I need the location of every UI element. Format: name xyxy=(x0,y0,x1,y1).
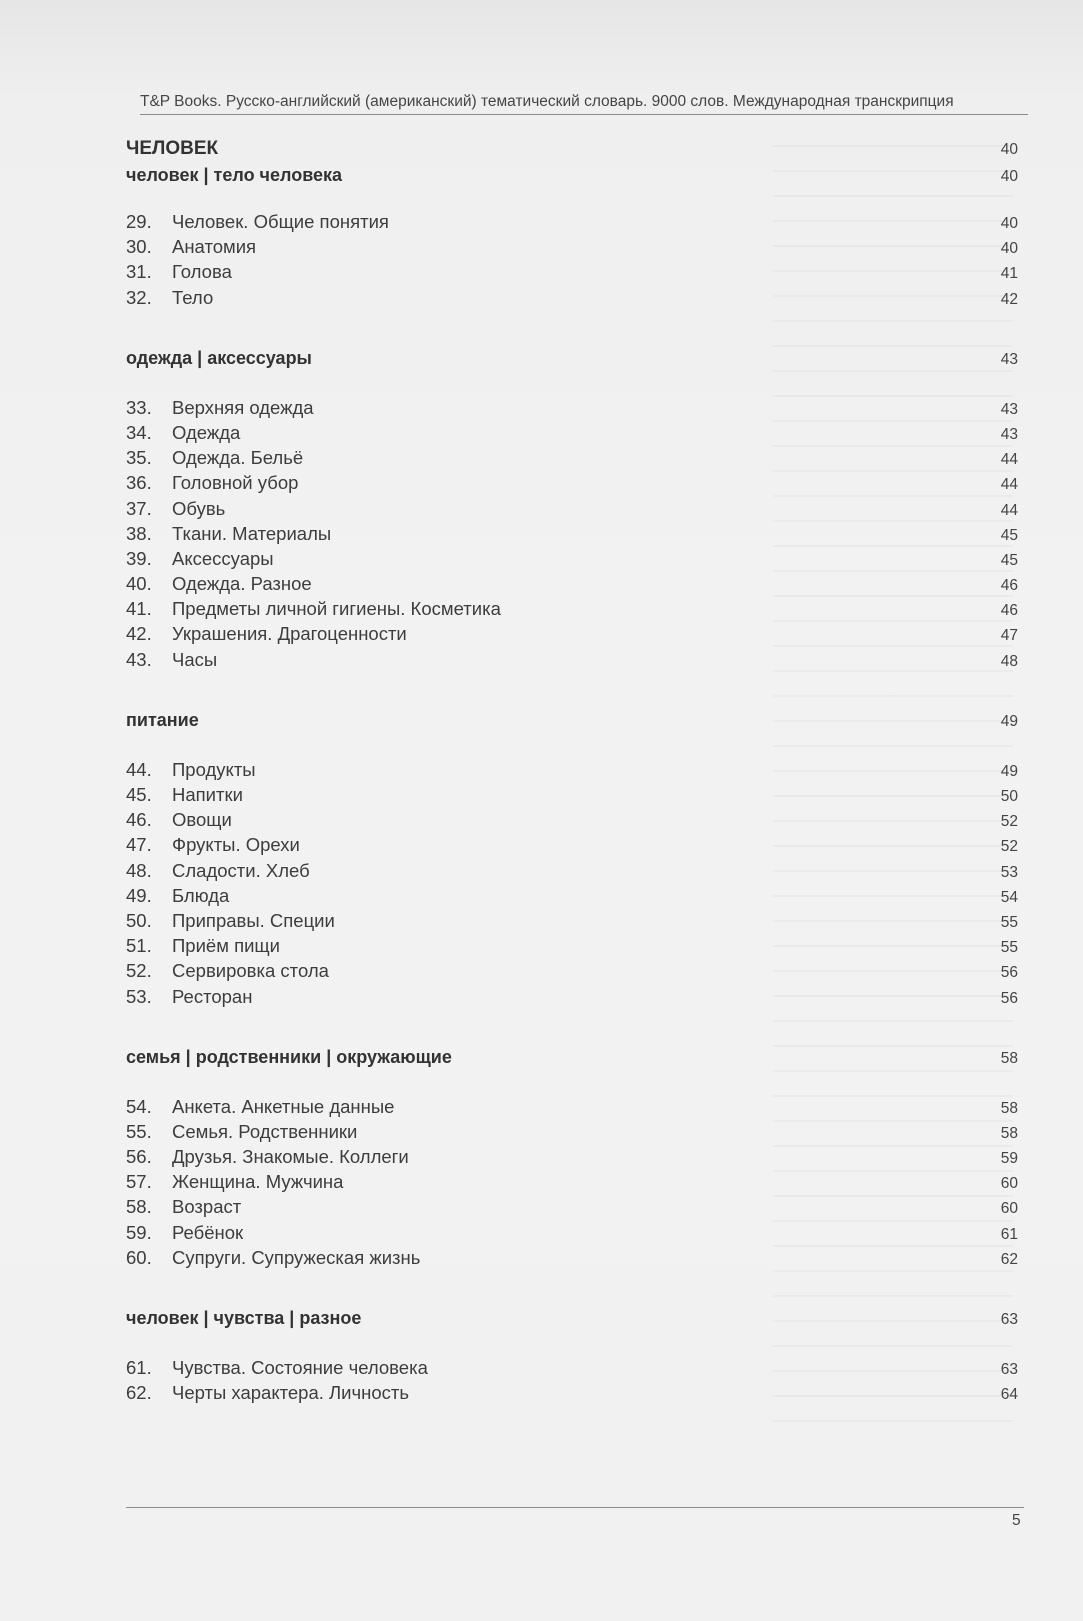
entry-title: Приправы. Специи xyxy=(172,909,335,931)
entry-page: 64 xyxy=(1000,1386,1018,1404)
page-number: 5 xyxy=(1012,1512,1021,1529)
entry-number: 55. xyxy=(126,1120,152,1142)
toc-entry xyxy=(126,1196,1018,1221)
entry-number: 42. xyxy=(126,623,152,645)
entry-number: 62. xyxy=(126,1382,152,1404)
entry-page: 50 xyxy=(1000,788,1018,805)
toc-section xyxy=(126,1047,1018,1272)
entry-number: 53. xyxy=(126,985,152,1007)
entry-number: 57. xyxy=(126,1171,152,1193)
section-heading: семья | родственники | окружающие xyxy=(126,1046,452,1067)
entry-page: 46 xyxy=(1000,577,1018,595)
entry-page: 48 xyxy=(1000,652,1018,670)
entry-page: 40 xyxy=(1000,240,1018,258)
toc-entry xyxy=(126,287,1018,312)
entry-number: 41. xyxy=(126,598,152,620)
entry-number: 29. xyxy=(126,211,152,232)
section-heading-row xyxy=(126,710,1018,734)
entry-number: 43. xyxy=(126,648,152,670)
section-heading: человек | чувства | разное xyxy=(126,1308,362,1328)
toc-section xyxy=(126,348,1018,674)
section-heading-row xyxy=(126,1308,1018,1332)
entry-page: 56 xyxy=(1000,989,1018,1007)
entry-title: Человек. Общие понятия xyxy=(172,211,389,232)
toc-entry xyxy=(126,236,1018,261)
entry-page: 45 xyxy=(1000,526,1018,544)
section-heading: питание xyxy=(126,709,199,730)
entry-page: 60 xyxy=(1000,1175,1018,1193)
entry-title: Голова xyxy=(172,261,232,283)
entry-number: 39. xyxy=(126,547,152,569)
section-heading: одежда | аксессуары xyxy=(126,347,312,368)
entry-number: 30. xyxy=(126,236,152,258)
toc-entry xyxy=(126,1222,1018,1247)
entry-number: 47. xyxy=(126,834,152,856)
entry-number: 48. xyxy=(126,859,152,881)
entry-page: 40 xyxy=(1000,215,1018,232)
entry-number: 52. xyxy=(126,960,152,982)
toc-entry xyxy=(126,548,1018,573)
entry-title: Обувь xyxy=(172,497,226,519)
part-subtitle: человек | тело человека xyxy=(126,165,343,185)
part-subtitle-row xyxy=(126,165,1018,189)
entry-title: Ресторан xyxy=(172,985,253,1007)
entry-page: 42 xyxy=(1000,290,1018,308)
entry-page: 43 xyxy=(1000,425,1018,443)
entry-title: Анкета. Анкетные данные xyxy=(172,1095,395,1117)
toc-entry xyxy=(126,1247,1018,1272)
entry-page: 43 xyxy=(1000,400,1018,418)
toc-entry xyxy=(126,397,1018,422)
toc-entry xyxy=(126,834,1018,859)
entry-page: 56 xyxy=(1000,964,1018,982)
entry-page: 44 xyxy=(1000,501,1018,519)
toc-entry xyxy=(126,1096,1018,1121)
entry-number: 40. xyxy=(126,573,152,595)
toc-entry xyxy=(126,447,1018,472)
entry-number: 33. xyxy=(126,396,152,418)
entry-number: 36. xyxy=(126,472,152,494)
entry-page: 41 xyxy=(1000,265,1018,283)
toc-entry xyxy=(126,211,1018,236)
entry-number: 58. xyxy=(126,1196,152,1218)
toc-entry xyxy=(126,649,1018,674)
entry-title: Одежда. Бельё xyxy=(172,447,304,469)
entry-title: Ребёнок xyxy=(172,1221,244,1243)
entry-title: Часы xyxy=(172,648,218,670)
entry-number: 34. xyxy=(126,421,152,443)
entry-title: Головной убор xyxy=(172,472,299,494)
toc-entry xyxy=(126,759,1018,784)
entry-title: Супруги. Супружеская жизнь xyxy=(172,1246,421,1268)
entry-title: Семья. Родственники xyxy=(172,1120,358,1142)
entry-title: Блюда xyxy=(172,884,230,906)
entry-title: Анатомия xyxy=(172,236,257,258)
section-heading-row xyxy=(126,348,1018,372)
entry-page: 58 xyxy=(1000,1124,1018,1142)
header-rule xyxy=(140,114,1028,115)
part-title-row xyxy=(126,138,1018,165)
entry-title: Напитки xyxy=(172,784,243,805)
entry-number: 44. xyxy=(126,758,152,780)
toc-section xyxy=(126,211,1018,312)
entry-page: 55 xyxy=(1000,939,1018,957)
part-title-page: 40 xyxy=(1000,141,1018,158)
entry-title: Черты характера. Личность xyxy=(172,1382,410,1404)
entry-page: 61 xyxy=(1000,1225,1018,1243)
toc-section xyxy=(126,710,1018,1011)
entry-title: Фрукты. Орехи xyxy=(172,834,300,856)
section-heading-row xyxy=(126,1047,1018,1071)
entry-number: 35. xyxy=(126,447,152,469)
entry-title: Овощи xyxy=(172,809,232,831)
entry-page: 59 xyxy=(1000,1150,1018,1168)
toc-entry xyxy=(126,910,1018,935)
entry-page: 44 xyxy=(1000,476,1018,494)
entry-number: 50. xyxy=(126,909,152,931)
toc-entry xyxy=(126,523,1018,548)
toc-entry xyxy=(126,960,1018,985)
entry-page: 62 xyxy=(1000,1250,1018,1268)
toc-entry-list xyxy=(126,1096,1018,1272)
toc-entry xyxy=(126,472,1018,497)
entry-number: 49. xyxy=(126,884,152,906)
toc-entry xyxy=(126,261,1018,286)
entry-title: Друзья. Знакомые. Коллеги xyxy=(172,1146,409,1168)
footer-rule xyxy=(126,1507,1024,1508)
toc-entry-list xyxy=(126,759,1018,1011)
entry-title: Продукты xyxy=(172,758,256,780)
toc-entry xyxy=(126,809,1018,834)
entry-title: Возраст xyxy=(172,1196,242,1218)
section-heading-page: 49 xyxy=(1000,712,1018,730)
toc-sections xyxy=(126,211,1018,1407)
toc-entry xyxy=(126,1382,1018,1407)
part-subtitle-page: 40 xyxy=(1000,168,1018,185)
part-title: ЧЕЛОВЕК xyxy=(126,138,219,159)
entry-page: 45 xyxy=(1000,551,1018,569)
entry-title: Предметы личной гигиены. Косметика xyxy=(172,598,501,620)
toc-entry xyxy=(126,1146,1018,1171)
toc-entry xyxy=(126,784,1018,809)
entry-number: 45. xyxy=(126,784,152,805)
entry-title: Приём пищи xyxy=(172,935,280,957)
entry-number: 38. xyxy=(126,522,152,544)
entry-title: Верхняя одежда xyxy=(172,396,314,418)
toc-entry xyxy=(126,986,1018,1011)
entry-title: Чувства. Состояние человека xyxy=(172,1357,428,1378)
toc-entry xyxy=(126,885,1018,910)
entry-number: 56. xyxy=(126,1146,152,1168)
toc-entry xyxy=(126,573,1018,598)
entry-page: 63 xyxy=(1000,1361,1018,1378)
toc-entry xyxy=(126,935,1018,960)
entry-title: Женщина. Мужчина xyxy=(172,1171,344,1193)
entry-page: 52 xyxy=(1000,813,1018,831)
entry-number: 60. xyxy=(126,1246,152,1268)
entry-title: Украшения. Драгоценности xyxy=(172,623,407,645)
entry-page: 49 xyxy=(1000,762,1018,780)
section-heading-page: 43 xyxy=(1000,350,1018,368)
toc-entry-list xyxy=(126,1357,1018,1407)
entry-page: 53 xyxy=(1000,863,1018,881)
entry-number: 51. xyxy=(126,935,152,957)
entry-number: 46. xyxy=(126,809,152,831)
toc-entry xyxy=(126,598,1018,623)
entry-number: 31. xyxy=(126,261,152,283)
entry-number: 59. xyxy=(126,1221,152,1243)
entry-page: 52 xyxy=(1000,838,1018,856)
entry-page: 58 xyxy=(1000,1099,1018,1117)
entry-page: 60 xyxy=(1000,1200,1018,1218)
entry-title: Аксессуары xyxy=(172,547,274,569)
toc-entry xyxy=(126,1121,1018,1146)
entry-page: 44 xyxy=(1000,451,1018,469)
toc-entry xyxy=(126,623,1018,648)
entry-page: 55 xyxy=(1000,913,1018,931)
entry-page: 47 xyxy=(1000,627,1018,645)
entry-page: 54 xyxy=(1000,888,1018,906)
entry-title: Сладости. Хлеб xyxy=(172,859,310,881)
table-of-contents xyxy=(126,138,1018,1407)
entry-title: Одежда. Разное xyxy=(172,573,312,595)
toc-entry xyxy=(126,498,1018,523)
toc-entry-list xyxy=(126,397,1018,674)
toc-entry xyxy=(126,1357,1018,1382)
entry-title: Ткани. Материалы xyxy=(172,522,332,544)
toc-entry xyxy=(126,860,1018,885)
running-header: T&P Books. Русско-английский (американский) тематический словарь. 9000 слов. Международная транскрипция xyxy=(140,93,954,110)
section-heading-page: 63 xyxy=(1000,1311,1018,1328)
toc-entry xyxy=(126,422,1018,447)
section-heading-page: 58 xyxy=(1000,1049,1018,1067)
toc-entry-list xyxy=(126,211,1018,312)
entry-number: 37. xyxy=(126,497,152,519)
entry-number: 61. xyxy=(126,1357,152,1378)
entry-number: 32. xyxy=(126,286,152,308)
entry-title: Одежда xyxy=(172,421,241,443)
entry-title: Сервировка стола xyxy=(172,960,329,982)
entry-number: 54. xyxy=(126,1095,152,1117)
toc-entry xyxy=(126,1171,1018,1196)
toc-section xyxy=(126,1308,1018,1407)
entry-title: Тело xyxy=(172,286,214,308)
entry-page: 46 xyxy=(1000,602,1018,620)
